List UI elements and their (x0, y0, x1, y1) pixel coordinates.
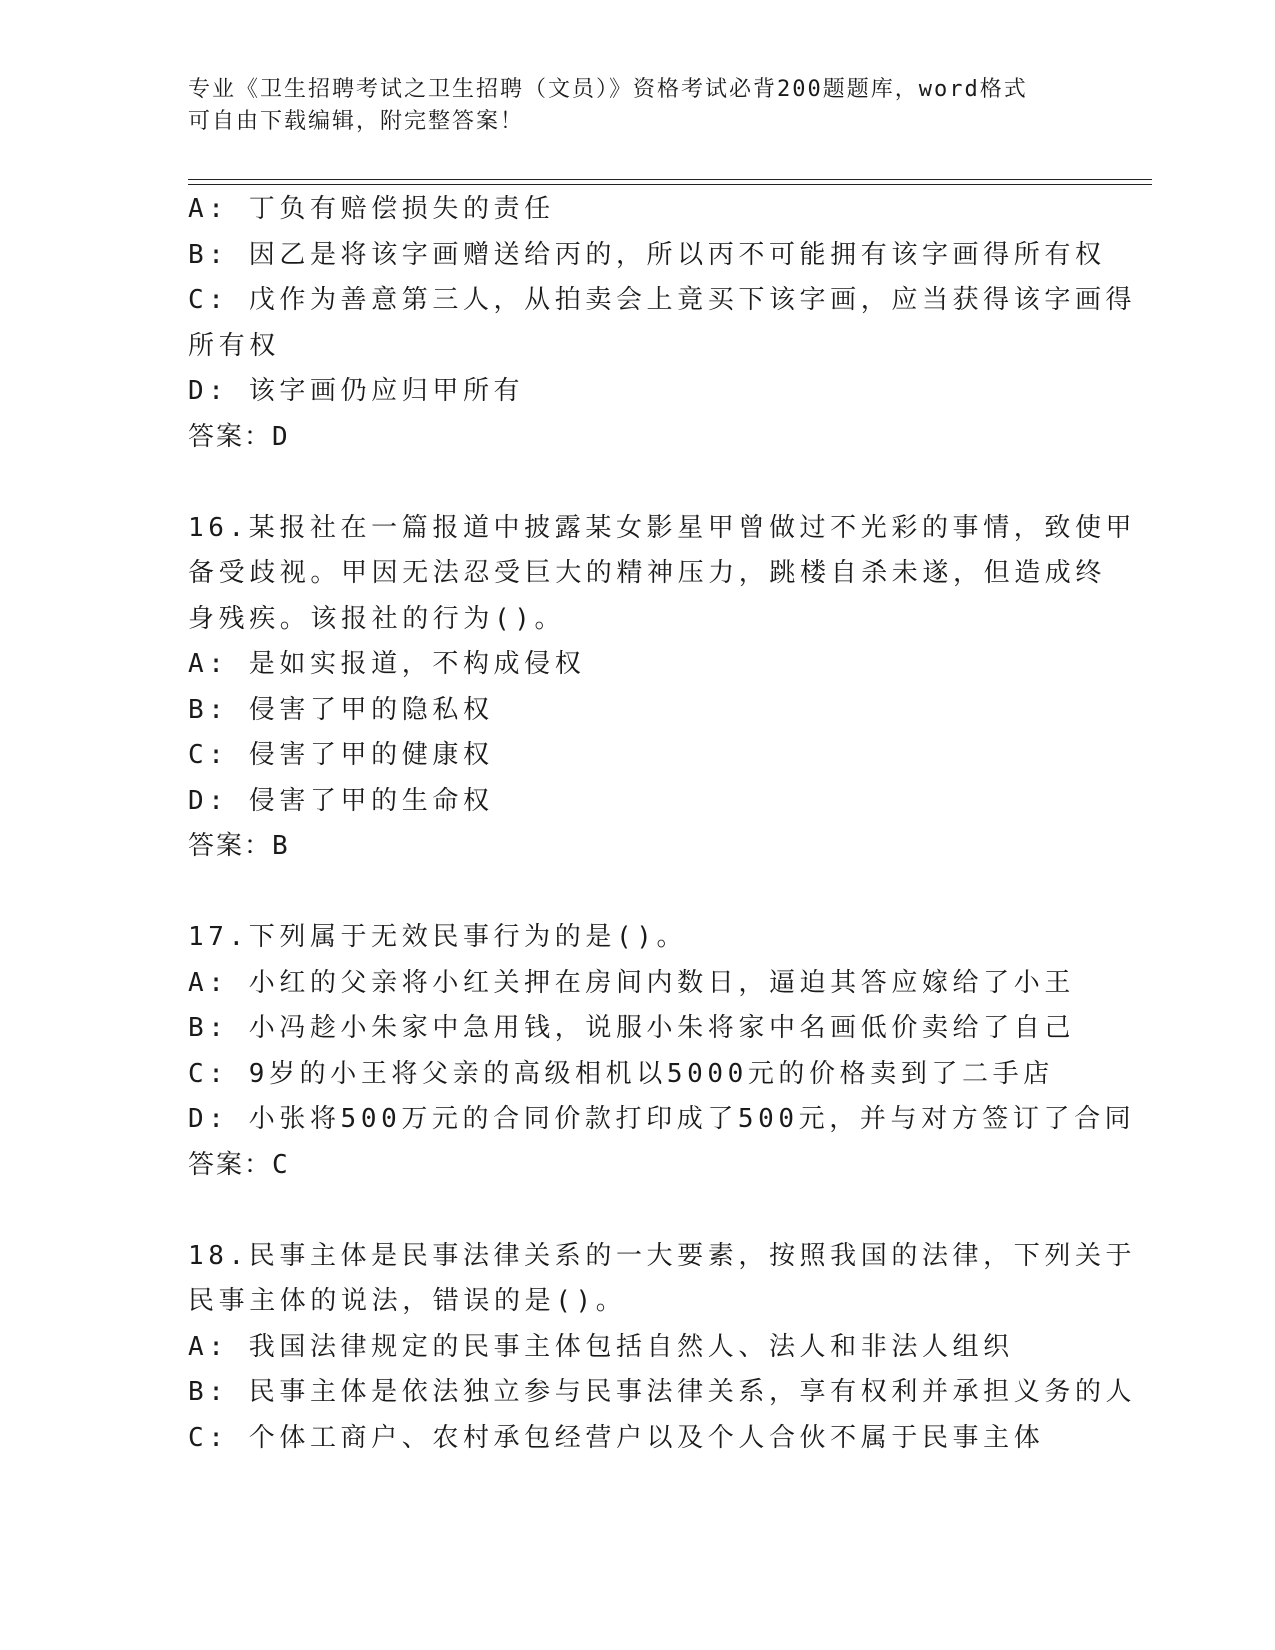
option-c: C: 9岁的小王将父亲的高级相机以5000元的价格卖到了二手店 (188, 1058, 1054, 1089)
question-16 (188, 506, 1137, 870)
option-b: B: 民事主体是依法独立参与民事法律关系，享有权利并承担义务的人 (188, 1377, 1137, 1407)
question-list (188, 187, 1137, 1461)
question-stem-line: 身残疾。该报社的行为()。 (188, 603, 566, 634)
question-stem-line: 16.某报社在一篇报道中披露某女影星甲曾做过不光彩的事情，致使甲 (188, 512, 1137, 543)
header-divider-thick (188, 179, 1152, 180)
question-gap (188, 870, 1088, 916)
answer-label: 答案：C (188, 1149, 290, 1180)
answer-label: 答案：B (188, 831, 290, 861)
option-b: B: 因乙是将该字画赠送给丙的，所以丙不可能拥有该字画得所有权 (188, 239, 1106, 270)
header-divider-thin (188, 184, 1152, 185)
option-a: A: 我国法律规定的民事主体包括自然人、法人和非法人组织 (188, 1331, 1014, 1362)
question-stem-line: 民事主体的说法，错误的是()。 (188, 1286, 627, 1316)
question-17 (188, 915, 1136, 1188)
header-title-line-1: 专业《卫生招聘考试之卫生招聘（文员）》资格考试必背200题题库，word格式 (188, 77, 1028, 102)
option-c: C: 个体工商户、农村承包经营户以及个人合伙不属于民事主体 (188, 1422, 1045, 1453)
option-c: C: 侵害了甲的健康权 (188, 740, 494, 770)
option-a: A: 是如实报道，不构成侵权 (188, 649, 586, 679)
option-a: A: 丁负有赔偿损失的责任 (188, 194, 555, 224)
question-stem-line: 17.下列属于无效民事行为的是()。 (188, 922, 688, 952)
option-c: C: 戊作为善意第三人，从拍卖会上竟买下该字画，应当获得该字画得 (188, 285, 1137, 315)
question-gap (188, 1188, 1088, 1234)
option-d: D: 该字画仍应归甲所有 (188, 376, 525, 406)
question-gap (188, 460, 1088, 506)
answer-label: 答案：D (188, 421, 290, 452)
header-title-line-2: 可自由下载编辑，附完整答案！ (188, 109, 525, 134)
option-c-continued: 所有权 (188, 330, 280, 361)
question-stem-line: 18.民事主体是民事法律关系的一大要素，按照我国的法律，下列关于 (188, 1240, 1137, 1271)
question-15 (188, 187, 1137, 460)
question-stem-line: 备受歧视。甲因无法忍受巨大的精神压力，跳楼自杀未遂，但造成终 (188, 558, 1107, 588)
document-header (188, 74, 1068, 138)
option-d: D: 侵害了甲的生命权 (188, 785, 494, 816)
option-b: B: 侵害了甲的隐私权 (188, 694, 494, 725)
option-b: B: 小冯趁小朱家中急用钱，说服小朱将家中名画低价卖给了自己 (188, 1013, 1075, 1043)
option-d: D: 小张将500万元的合同价款打印成了500元，并与对方签订了合同 (188, 1104, 1136, 1134)
option-a: A: 小红的父亲将小红关押在房间内数日，逼迫其答应嫁给了小王 (188, 967, 1075, 998)
question-18 (188, 1234, 1137, 1462)
